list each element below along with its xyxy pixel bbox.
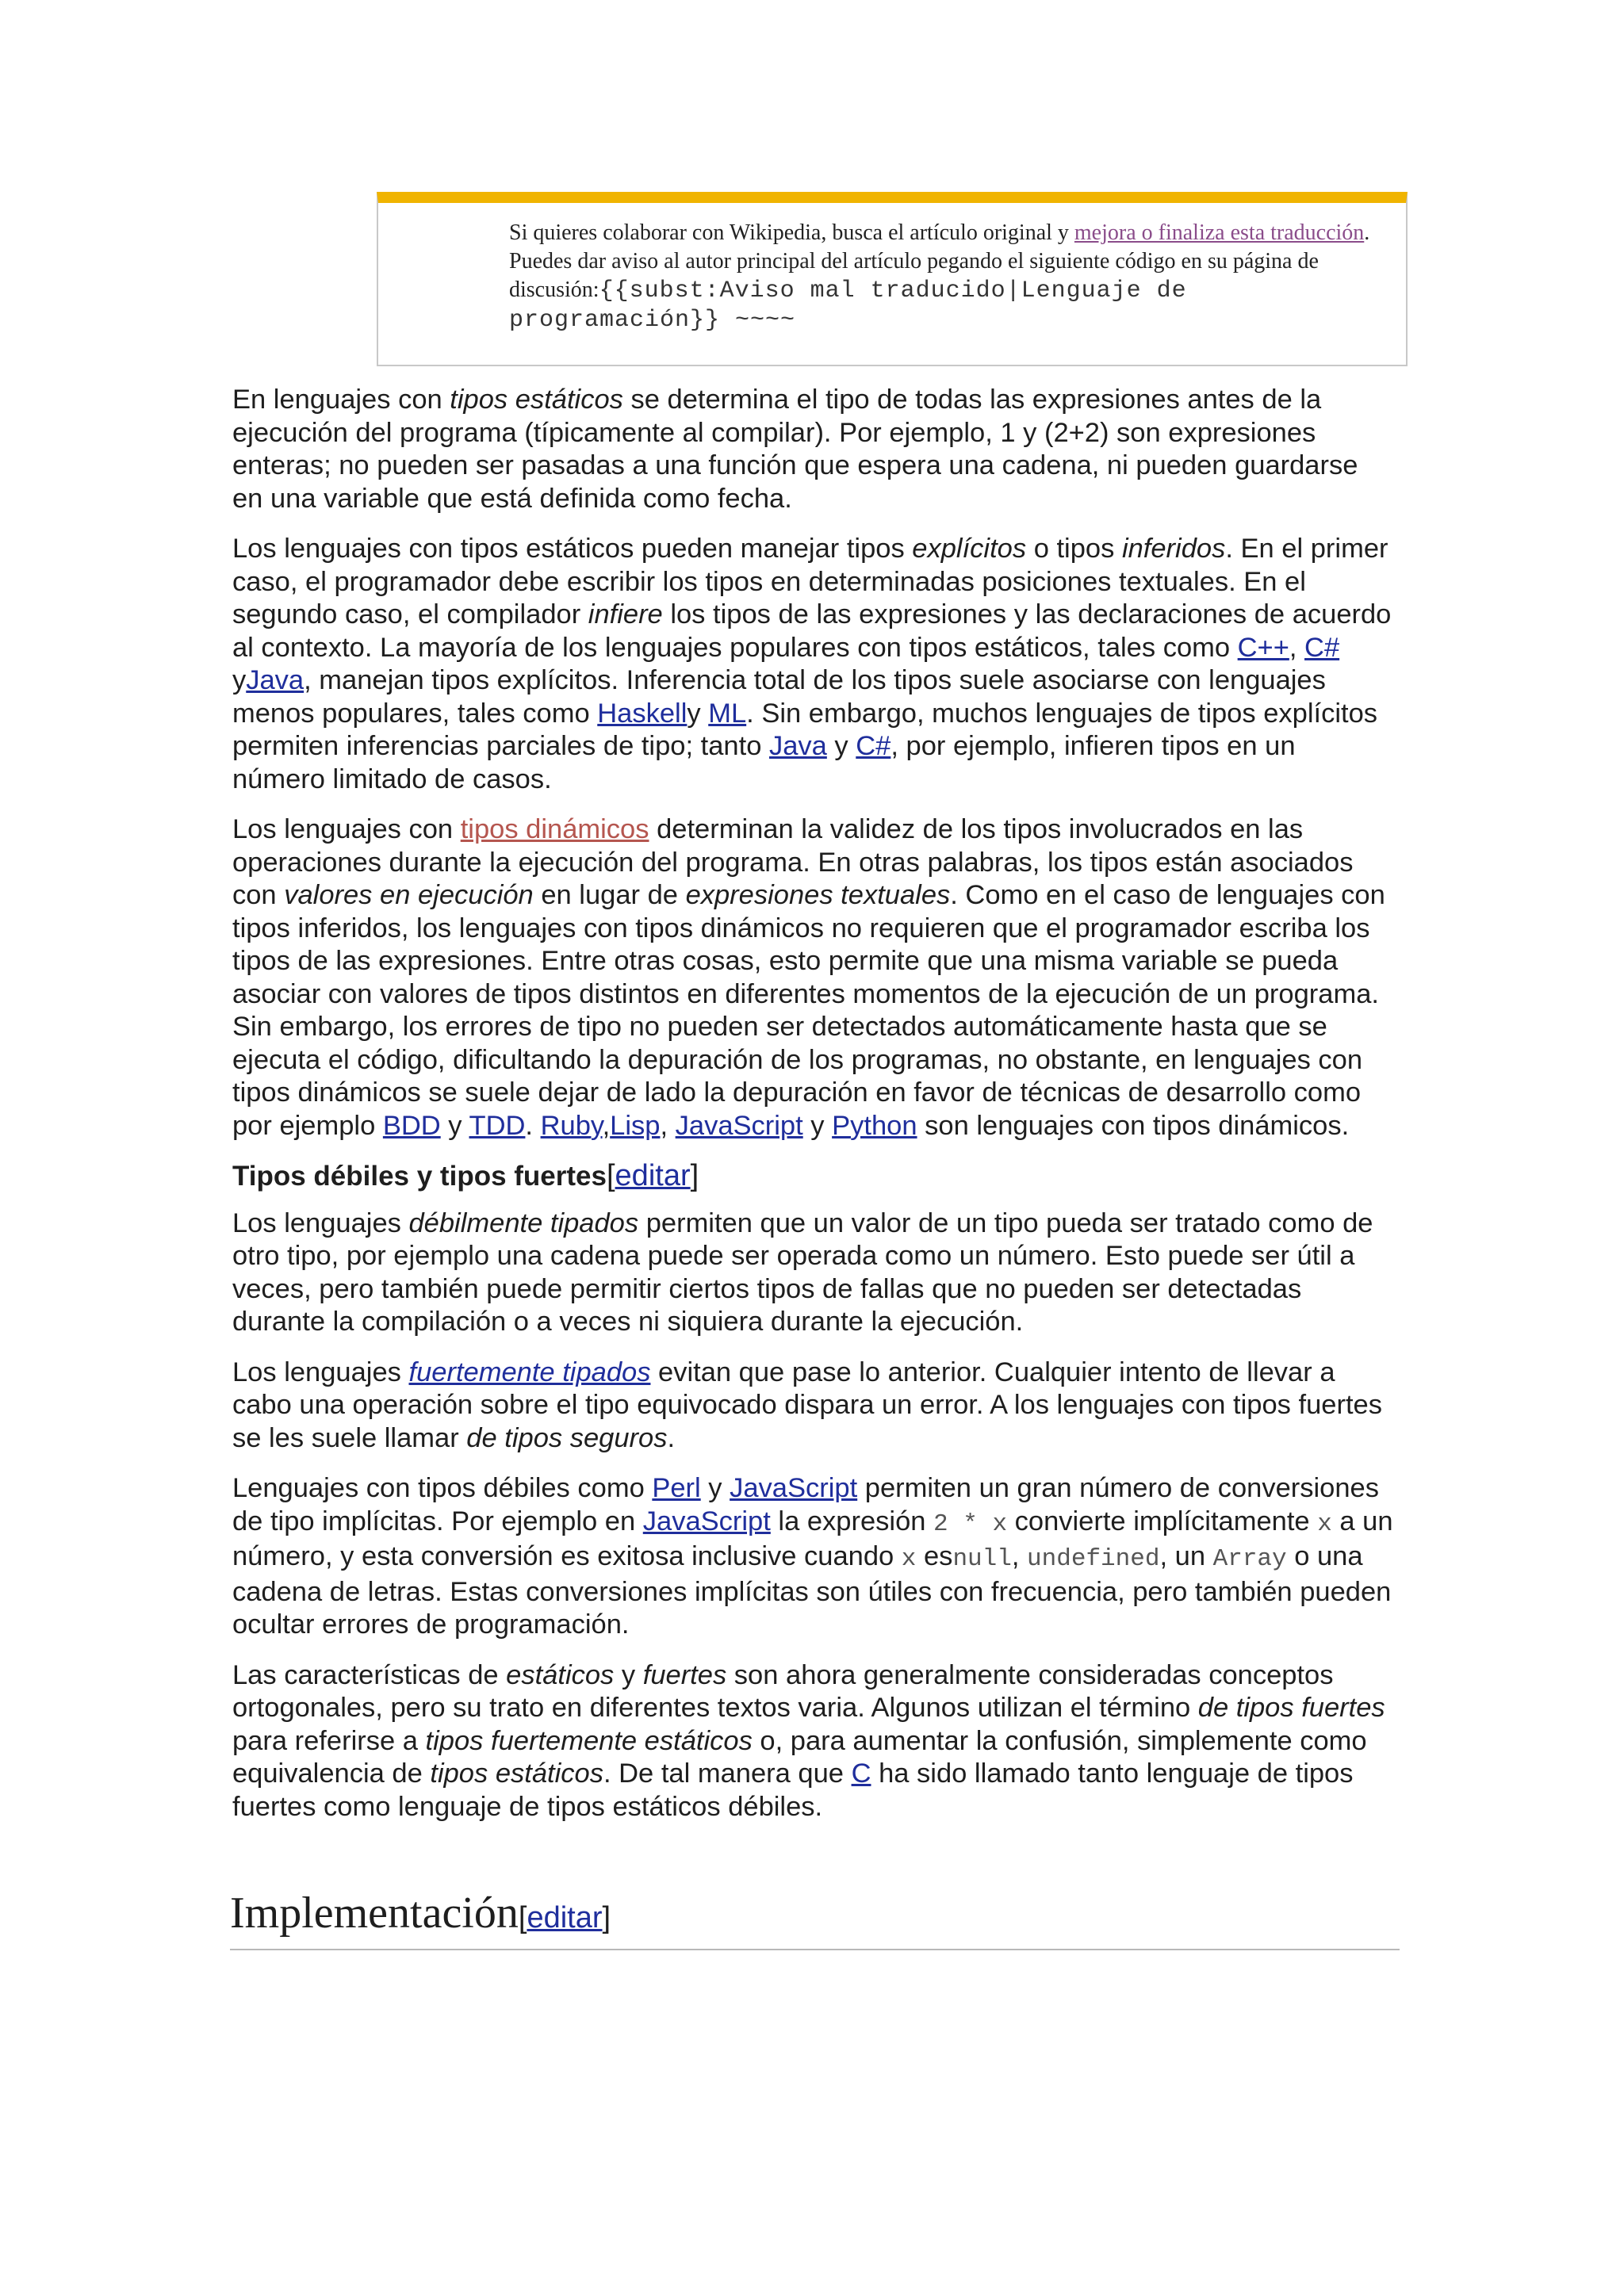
text: Los lenguajes [232, 1357, 409, 1387]
text: . [667, 1422, 676, 1453]
paragraph-dynamic-types [232, 813, 1394, 1142]
link-dynamic-types[interactable]: tipos dinámicos [460, 814, 649, 844]
translation-notice-box [377, 192, 1408, 366]
text: se determina el tipo de todas las expresiones antes de la ejecución del programa (típicamente al compilar). Por ejemplo, 1 y (2+2) son expresiones enteras; no pueden ser pasadas a una función que espera una cadena, ni pueden guardarse en una variable que está definida como fecha. [232, 385, 1358, 514]
link-ml[interactable]: ML [708, 698, 747, 729]
bracket: [ [518, 1901, 527, 1934]
link-strongly-typed[interactable]: fuertemente tipados [408, 1357, 651, 1387]
link-cpp[interactable]: C++ [1237, 632, 1289, 663]
article-content [232, 384, 1394, 1841]
emphasis: tipos estáticos [430, 1758, 603, 1789]
text: y [826, 731, 856, 761]
link-ruby[interactable]: Ruby [540, 1110, 603, 1141]
text: . [525, 1110, 541, 1141]
emphasis: expresiones textuales [685, 880, 951, 910]
paragraph-strong-typing [232, 1357, 1394, 1456]
link-perl[interactable]: Perl [652, 1473, 701, 1503]
text: , por ejemplo, infieren tipos en un número limitado de casos. [232, 731, 1296, 794]
text: ha sido llamado tanto lenguaje de tipos fuertes como lenguaje de tipos estáticos débiles. [232, 1758, 1354, 1822]
notice-text: Si quieres colaborar con Wikipedia, busca el artículo original y [509, 220, 1074, 245]
section-heading-implementation [230, 1885, 1400, 1950]
section-heading-weak-strong [232, 1160, 1394, 1193]
bracket: ] [690, 1159, 699, 1192]
emphasis: de tipos seguros [466, 1422, 668, 1453]
inline-code: Array [1212, 1545, 1287, 1573]
link-bdd[interactable]: BDD [382, 1110, 441, 1141]
emphasis: explícitos [912, 534, 1027, 564]
text: , [1289, 632, 1305, 663]
text: y [614, 1659, 643, 1690]
text: es [916, 1541, 953, 1571]
text: permiten que un valor de un tipo pueda ser tratado como de otro tipo, por ejemplo una cadena puede ser operada como un número. Esto puede ser útil a veces, pero también puede permitir ciertos tipos de fallas que no pueden ser detectadas durante la compilación o a veces ni siquiera durante la ejecución. [232, 1207, 1373, 1337]
text: son lenguajes con tipos dinámicos. [917, 1110, 1350, 1141]
text: Los lenguajes [232, 1207, 409, 1238]
translation-notice-text [509, 219, 1389, 335]
link-python[interactable]: Python [832, 1110, 917, 1141]
text: los tipos de las expresiones y las declaraciones de acuerdo al contexto. La mayoría de los lenguajes populares con tipos estáticos, tales como [232, 599, 1392, 663]
text: y [700, 1473, 730, 1503]
text: y [440, 1110, 469, 1141]
inline-code: null [952, 1545, 1012, 1573]
link-haskell[interactable]: Haskell [597, 698, 688, 729]
heading-text: Implementación [230, 1888, 519, 1938]
link-tdd[interactable]: TDD [469, 1110, 526, 1141]
text: evitan que pase lo anterior. Cualquier intento de llevar a cabo una operación sobre el tipo equivocado dispara un error. A los lenguajes con tipos fuertes se les suele llamar [232, 1357, 1382, 1453]
text: convierte implícitamente [1007, 1506, 1318, 1536]
edit-section-link[interactable]: editar [527, 1901, 603, 1934]
inline-code: 2 * x [933, 1510, 1008, 1538]
emphasis: inferidos [1121, 534, 1226, 564]
bracket: [ [606, 1159, 615, 1192]
paragraph-explicit-inferred [232, 533, 1394, 796]
edit-section-link[interactable]: editar [615, 1159, 691, 1192]
emphasis: infiere [588, 599, 663, 629]
emphasis: fuertes [642, 1659, 727, 1690]
inline-code: undefined [1027, 1545, 1160, 1573]
text: a un número, y esta conversión es exitosa inclusive cuando [232, 1506, 1393, 1571]
text: o tipos [1026, 534, 1122, 564]
text: Los lenguajes con [232, 814, 461, 844]
link-c[interactable]: C [851, 1758, 871, 1789]
text: , [660, 1110, 676, 1141]
text: , [602, 1110, 611, 1141]
emphasis: valores en ejecución [284, 880, 534, 910]
text: , manejan tipos explícitos. Inferencia total de los tipos suele asociarse con lenguajes menos populares, tales como [232, 665, 1326, 729]
text: , un [1159, 1541, 1213, 1571]
text: o una cadena de letras. Estas conversiones implícitas son útiles con frecuencia, pero también pueden ocultar errores de programación. [232, 1541, 1392, 1640]
text: , [1011, 1541, 1028, 1571]
improve-translation-link[interactable]: mejora o finaliza esta traducción [1074, 220, 1365, 245]
link-javascript[interactable]: JavaScript [642, 1506, 771, 1536]
text: para referirse a [232, 1725, 426, 1756]
link-javascript[interactable]: JavaScript [730, 1473, 858, 1503]
text: determinan la validez de los tipos involucrados en las operaciones durante la ejecución del programa. En otras palabras, los tipos están asociados con [232, 814, 1354, 910]
notice-text: Puedes dar aviso al autor principal del artículo pegando el siguiente código en su página de discusión: [509, 249, 1319, 302]
emphasis: tipos fuertemente estáticos [425, 1725, 753, 1756]
paragraph-static-types [232, 384, 1394, 515]
link-javascript[interactable]: JavaScript [675, 1110, 803, 1141]
text: Los lenguajes con tipos estáticos pueden manejar tipos [232, 534, 913, 564]
text: y [232, 665, 247, 695]
text: en lugar de [533, 880, 686, 910]
text: . Sin embargo, muchos lenguajes de tipos explícitos permiten inferencias parciales de tipo; tanto [232, 698, 1378, 761]
text: . Como en el caso de lenguajes con tipos inferidos, los lenguajes con tipos dinámicos no requieren que el programador escriba los tipos de las expresiones. Entre otras cosas, esto permite que una misma variable se pueda asociar con valores de tipos distintos en diferentes momentos de la ejecución de un programa. Sin embargo, los errores de tipo no pueden ser detectados automáticamente hasta que se ejecuta el código, dificultando la depuración de los programas, no obstante, en lenguajes con tipos dinámicos se suele dejar de lado la depuración en favor de técnicas de desarrollo como por ejemplo [232, 880, 1385, 1141]
link-java[interactable]: Java [246, 665, 304, 695]
inline-code: x [901, 1545, 917, 1573]
text: la expresión [770, 1506, 934, 1536]
heading-text: Tipos débiles y tipos fuertes [232, 1161, 607, 1192]
text: o, para aumentar la confusión, simplemente como equivalencia de [232, 1725, 1367, 1789]
text: Las características de [232, 1659, 507, 1690]
notice-text: . [1364, 220, 1370, 245]
emphasis: tipos estáticos [450, 385, 623, 415]
notice-template-code: {{subst:Aviso mal traducido|Lenguaje de programación}} ~~~~ [509, 277, 1187, 334]
bracket: ] [602, 1901, 611, 1934]
text: y [802, 1110, 833, 1141]
text: En lenguajes con [232, 385, 450, 415]
paragraph-orthogonal-concepts [232, 1659, 1394, 1824]
link-lisp[interactable]: Lisp [610, 1110, 661, 1141]
emphasis: débilmente tipados [408, 1207, 639, 1238]
emphasis: estáticos [506, 1659, 615, 1690]
text: . De tal manera que [603, 1758, 852, 1789]
text: son ahora generalmente consideradas conceptos ortogonales, pero su trato en diferentes textos varia. Algunos utilizan el término [232, 1659, 1334, 1723]
paragraph-implicit-conversions [232, 1472, 1394, 1642]
emphasis: de tipos fuertes [1197, 1693, 1385, 1723]
paragraph-weak-typing [232, 1207, 1394, 1339]
link-csharp[interactable]: C# [1304, 632, 1340, 663]
text: Lenguajes con tipos débiles como [232, 1473, 653, 1503]
link-csharp[interactable]: C# [856, 731, 891, 761]
text: permiten un gran número de conversiones de tipo implícitas. Por ejemplo en [232, 1473, 1379, 1536]
text: y [687, 698, 709, 729]
inline-code: x [1317, 1510, 1332, 1538]
link-java[interactable]: Java [768, 731, 827, 761]
text: . En el primer caso, el programador debe escribir los tipos en determinadas posiciones textuales. En el segundo caso, el compilador [232, 534, 1388, 629]
